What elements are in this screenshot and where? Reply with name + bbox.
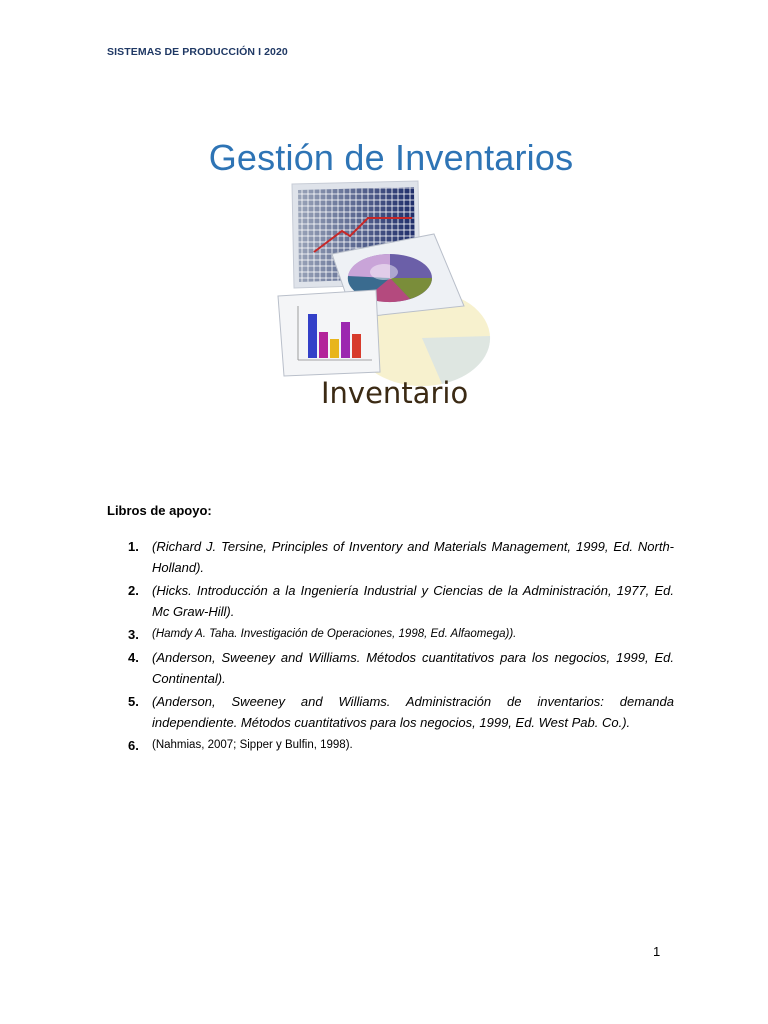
reference-number: 4.	[128, 650, 139, 665]
reference-number: 1.	[128, 539, 139, 554]
reference-item	[116, 647, 674, 689]
page-number: 1	[653, 944, 661, 959]
reference-item	[116, 624, 674, 645]
illustration-caption: Inventario	[321, 376, 469, 410]
document-header: SISTEMAS DE PRODUCCIÓN I 2020	[107, 46, 288, 58]
reference-number: 2.	[128, 583, 139, 598]
reference-list	[116, 536, 674, 758]
reference-text: (Hamdy A. Taha. Investigación de Operaciones, 1998, Ed. Alfaomega)).	[152, 628, 517, 640]
reference-item	[116, 536, 674, 578]
document-title: Gestión de Inventarios	[208, 137, 574, 179]
reference-number: 5.	[128, 694, 139, 709]
reference-text: (Hicks. Introducción a la Ingeniería Industrial y Ciencias de la Administración, 1977, Ed. Mc Graw-Hill).	[152, 583, 674, 619]
reference-item	[116, 691, 674, 733]
reference-item	[116, 735, 674, 756]
reference-text: (Anderson, Sweeney and Williams. Administración de inventarios: demanda independiente. Métodos cuantitativos para los negocios, 1999, Ed. West Pab. Co.).	[152, 694, 674, 730]
reference-text: (Nahmias, 2007; Sipper y Bulfin, 1998).	[152, 739, 353, 751]
bar-chart-card	[278, 290, 380, 376]
reference-number: 3.	[128, 627, 139, 642]
books-heading: Libros de apoyo:	[107, 503, 212, 518]
reference-item	[116, 580, 674, 622]
reference-text: (Richard J. Tersine, Principles of Inventory and Materials Management, 1999, Ed. North-Holland).	[152, 539, 674, 575]
reference-text: (Anderson, Sweeney and Williams. Métodos cuantitativos para los negocios, 1999, Ed. Continental).	[152, 650, 674, 686]
reference-number: 6.	[128, 738, 139, 753]
